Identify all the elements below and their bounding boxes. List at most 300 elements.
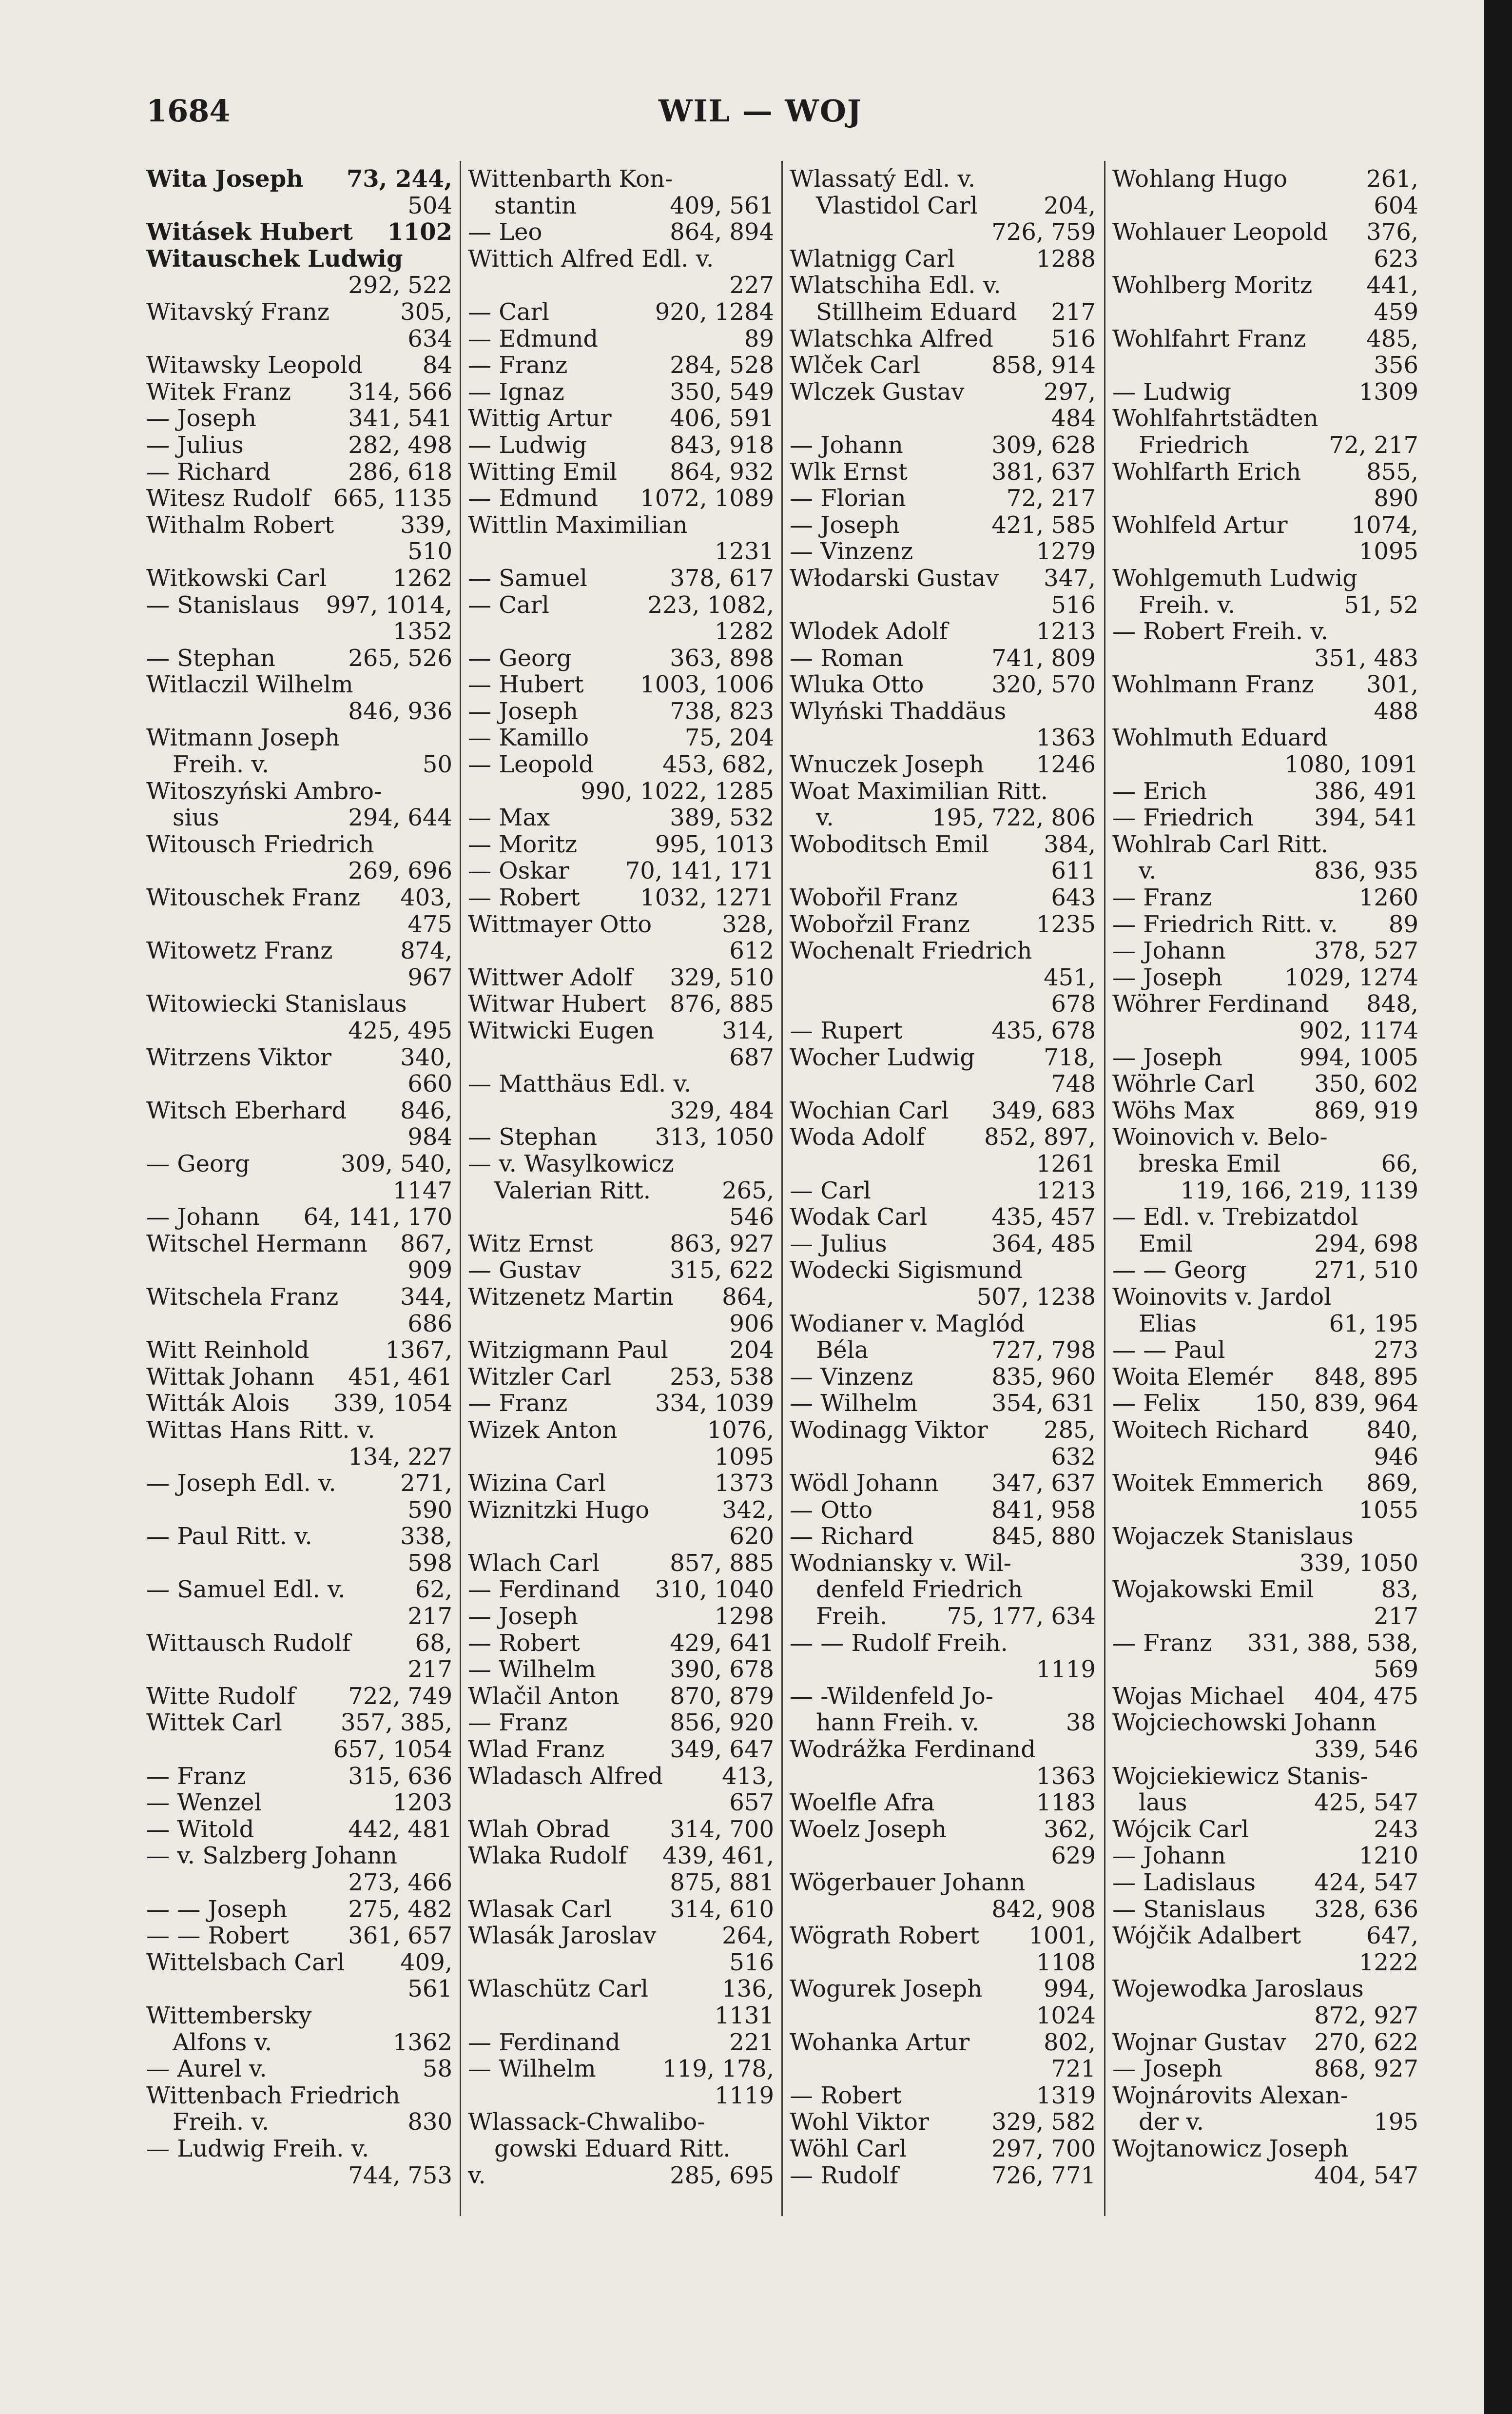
index-line — [468, 1789, 774, 1816]
entry-name: Friedrich — [1139, 431, 1249, 459]
entry-pages: 413, — [722, 1762, 774, 1790]
entry-pages: 1074, — [1351, 511, 1418, 539]
index-line — [790, 1124, 1096, 1151]
index-line — [146, 725, 452, 751]
entry-pages: 404, 547 — [1314, 2161, 1418, 2189]
index-line — [146, 1816, 452, 1843]
entry-name: Wojaczek Stanislaus — [1112, 1523, 1354, 1550]
entry-pages: 852, 897, — [984, 1123, 1096, 1151]
entry-pages: 292, 522 — [348, 272, 452, 299]
index-line — [1112, 1816, 1418, 1843]
entry-pages: 890 — [1374, 485, 1418, 512]
entry-name: Wiznitzki Hugo — [468, 1496, 650, 1524]
index-line — [790, 1683, 1096, 1710]
index-line — [790, 991, 1096, 1018]
entry-name: — — Joseph — [146, 1895, 288, 1923]
entry-name: — Franz — [468, 1390, 568, 1417]
entry-name: — Friedrich Ritt. v. — [1112, 910, 1338, 938]
entry-name: Witschel Hermann — [146, 1230, 368, 1257]
index-line — [146, 1550, 452, 1577]
entry-pages: 195 — [1374, 2108, 1418, 2136]
entry-pages: 510 — [407, 538, 452, 566]
entry-name: Woinovich v. Belo- — [1112, 1123, 1328, 1151]
entry-pages: 119, 166, 219, 1139 — [1180, 1177, 1418, 1204]
entry-name: Wojewodka Jaroslaus — [1112, 1975, 1364, 2003]
entry-pages: 634 — [407, 325, 452, 353]
entry-name: Wohlrab Carl Ritt. — [1112, 830, 1329, 858]
entry-name: — Franz — [1112, 1629, 1212, 1657]
index-line — [468, 725, 774, 751]
entry-name: — Rupert — [790, 1017, 903, 1044]
index-line — [790, 326, 1096, 353]
entry-pages: 38 — [1066, 1709, 1096, 1737]
entry-pages: 435, 678 — [991, 1017, 1096, 1044]
entry-pages: 872, 927 — [1314, 2002, 1418, 2029]
entry-pages: 356 — [1374, 352, 1418, 379]
entry-pages: 384, — [1044, 830, 1096, 858]
entry-name: — — Georg — [1112, 1256, 1247, 1284]
scan-edge — [1484, 0, 1512, 2414]
entry-name: denfeld Friedrich — [816, 1576, 1023, 1604]
entry-name: Wöhrer Ferdinand — [1112, 990, 1329, 1018]
entry-pages: 441, — [1366, 272, 1418, 299]
index-line — [146, 1656, 452, 1683]
entry-pages: 72, 217 — [1006, 485, 1096, 512]
entry-name: — Otto — [790, 1496, 873, 1524]
entry-pages: 310, 1040 — [655, 1576, 774, 1604]
entry-pages: 305, — [400, 298, 452, 326]
index-line — [146, 1683, 452, 1710]
entry-name: Witmann Joseph — [146, 724, 340, 752]
entry-pages: 328, — [722, 910, 774, 938]
entry-name: — Wilhelm — [468, 1656, 596, 1684]
entry-name: Wobořzil Franz — [790, 910, 970, 938]
index-line — [1112, 938, 1418, 964]
index-line — [468, 991, 774, 1018]
entry-pages: 265, 526 — [348, 644, 452, 672]
entry-pages: 846, 936 — [348, 697, 452, 725]
index-line — [468, 246, 774, 273]
entry-pages: 1029, 1274 — [1284, 963, 1418, 991]
entry-pages: 1261 — [1036, 1150, 1096, 1178]
entry-pages: 836, 935 — [1314, 857, 1418, 885]
entry-name: Witoszyński Ambro- — [146, 777, 382, 805]
entry-pages: 857, 885 — [670, 1549, 774, 1577]
index-line — [1112, 1417, 1418, 1444]
entry-name: — Johann — [1112, 937, 1226, 965]
index-line — [468, 1284, 774, 1311]
index-line — [146, 1390, 452, 1417]
index-line — [146, 831, 452, 858]
entry-pages: 217 — [407, 1656, 452, 1684]
index-line — [146, 618, 452, 645]
index-line — [790, 512, 1096, 539]
entry-name: Wittak Johann — [146, 1363, 314, 1391]
entry-name: Wögrath Robert — [790, 1922, 980, 1950]
index-line — [468, 1390, 774, 1417]
entry-name: Wodrážka Ferdinand — [790, 1736, 1036, 1764]
index-line — [146, 1444, 452, 1471]
entry-name: Witzigmann Paul — [468, 1336, 668, 1364]
entry-name: — Edmund — [468, 485, 599, 512]
entry-name: Wittich Alfred Edl. v. — [468, 245, 714, 273]
index-line — [790, 1709, 1096, 1736]
entry-name: Witek Franz — [146, 378, 291, 406]
index-line — [790, 671, 1096, 698]
entry-name: Woat Maximilian Ritt. — [790, 777, 1048, 805]
entry-pages: 1080, 1091 — [1284, 751, 1418, 779]
index-line — [1112, 1843, 1418, 1869]
entry-pages: 1076, — [707, 1416, 774, 1444]
entry-name: Wladasch Alfred — [468, 1762, 663, 1790]
entry-pages: 845, 880 — [991, 1523, 1096, 1550]
entry-name: Woda Adolf — [790, 1123, 925, 1151]
index-line — [790, 698, 1096, 725]
entry-pages: 863, 927 — [670, 1230, 774, 1257]
index-line — [790, 1151, 1096, 1178]
index-line — [1112, 1311, 1418, 1337]
entry-name: Witták Alois — [146, 1390, 290, 1417]
entry-name: — Robert — [468, 1629, 580, 1657]
index-line — [146, 778, 452, 805]
entry-name: — Vinzenz — [790, 1363, 913, 1391]
index-line — [1112, 2029, 1418, 2056]
index-line — [1112, 1603, 1418, 1630]
entry-name: — Franz — [468, 352, 568, 379]
entry-pages: 294, 644 — [348, 804, 452, 832]
entry-name: Valerian Ritt. — [494, 1177, 651, 1204]
index-line — [790, 1231, 1096, 1257]
index-line — [146, 698, 452, 725]
entry-name: Wlačil Anton — [468, 1682, 620, 1710]
index-line — [146, 1204, 452, 1231]
index-line — [468, 805, 774, 831]
entry-name: Wohlfarth Erich — [1112, 458, 1301, 486]
index-line — [146, 379, 452, 406]
index-line — [468, 2162, 774, 2189]
entry-pages: 217 — [407, 1603, 452, 1630]
entry-pages: 442, 481 — [348, 1815, 452, 1843]
entry-pages: 70, 141, 171 — [625, 857, 774, 885]
index-line — [468, 1949, 774, 1976]
entry-name: — Joseph — [1112, 963, 1223, 991]
index-line — [146, 671, 452, 698]
entry-pages: 643 — [1051, 884, 1096, 912]
entry-name: Wojnar Gustav — [1112, 2028, 1286, 2056]
entry-pages: 381, 637 — [991, 458, 1096, 486]
entry-pages: 727, 798 — [991, 1336, 1096, 1364]
entry-pages: 314, 566 — [348, 378, 452, 406]
index-column-1 — [146, 166, 452, 2189]
index-line — [146, 1497, 452, 1524]
entry-name: Wohlang Hugo — [1112, 165, 1288, 193]
index-line — [1112, 751, 1418, 778]
entry-pages: 1260 — [1358, 884, 1418, 912]
entry-name: — Leo — [468, 218, 543, 246]
entry-name: Witásek Hubert — [146, 218, 353, 246]
index-line — [790, 485, 1096, 512]
entry-pages: 840, — [1366, 1416, 1418, 1444]
index-line — [1112, 1736, 1418, 1763]
index-line — [146, 538, 452, 565]
index-line — [790, 884, 1096, 911]
entry-pages: 1024 — [1036, 2002, 1096, 2029]
entry-name: Wohlmann Franz — [1112, 671, 1314, 699]
entry-pages: 357, 385, — [340, 1709, 452, 1737]
entry-name: — Edl. v. Trebizatdol — [1112, 1203, 1358, 1231]
index-line — [468, 1364, 774, 1391]
entry-pages: 1213 — [1036, 1177, 1096, 1204]
entry-name: laus — [1139, 1789, 1187, 1817]
entry-name: — Ludwig — [1112, 378, 1231, 406]
entry-name: der v. — [1139, 2108, 1204, 2136]
entry-name: Wlatschka Alfred — [790, 325, 993, 353]
entry-pages: 1095 — [1358, 538, 1418, 566]
entry-name: Wodniansky v. Wil- — [790, 1549, 1011, 1577]
index-line — [790, 1337, 1096, 1364]
column-rule — [781, 161, 783, 2216]
index-line — [468, 751, 774, 778]
entry-name: Wohlgemuth Ludwig — [1112, 564, 1357, 592]
entry-name: — Wenzel — [146, 1789, 262, 1817]
index-line — [790, 1470, 1096, 1497]
entry-name: — Roman — [790, 644, 904, 672]
entry-name: — Oskar — [468, 857, 569, 885]
index-line — [1112, 1337, 1418, 1364]
entry-name: v. — [1139, 857, 1157, 885]
index-line — [468, 272, 774, 299]
index-line — [790, 1816, 1096, 1843]
index-line — [1112, 2162, 1418, 2189]
index-line — [1112, 1444, 1418, 1471]
index-line — [790, 2056, 1096, 2082]
entry-pages: 273, 466 — [348, 1869, 452, 1896]
entry-pages: 722, 749 — [348, 1682, 452, 1710]
index-line — [1112, 1550, 1418, 1577]
index-line — [1112, 1976, 1418, 2002]
entry-pages: 354, 631 — [991, 1390, 1096, 1417]
index-line — [468, 831, 774, 858]
entry-name: stantin — [494, 192, 577, 219]
index-line — [790, 1311, 1096, 1337]
entry-pages: 1282 — [714, 618, 774, 646]
entry-name: Wlah Obrad — [468, 1815, 610, 1843]
index-line — [468, 1257, 774, 1284]
entry-pages: 328, 636 — [1314, 1895, 1418, 1923]
index-line — [1112, 272, 1418, 299]
index-line — [790, 538, 1096, 565]
entry-name: — Vinzenz — [790, 538, 913, 566]
index-line — [1112, 1178, 1418, 1204]
index-line — [790, 1763, 1096, 1790]
index-line — [1112, 219, 1418, 246]
entry-name: Wlk Ernst — [790, 458, 908, 486]
index-line — [146, 2082, 452, 2109]
entry-name: v. — [816, 804, 834, 832]
entry-pages: 270, 622 — [1314, 2028, 1418, 2056]
entry-name: — Ludwig — [468, 431, 587, 459]
entry-pages: 906 — [729, 1310, 774, 1337]
index-line — [1112, 725, 1418, 751]
entry-pages: 869, — [1366, 1470, 1418, 1497]
index-line — [146, 2056, 452, 2082]
entry-pages: 516 — [1051, 325, 1096, 353]
index-line — [146, 352, 452, 379]
entry-name: — Matthäus Edl. v. — [468, 1070, 692, 1098]
entry-name: — Franz — [1112, 884, 1212, 912]
entry-pages: 409, 561 — [670, 192, 774, 219]
index-line — [146, 1949, 452, 1976]
entry-name: — Joseph — [1112, 2055, 1223, 2083]
entry-name: Witte Rudolf — [146, 1682, 295, 1710]
entry-name: Elias — [1139, 1310, 1197, 1337]
entry-pages: 331, 388, 538, — [1247, 1629, 1418, 1657]
entry-pages: 990, 1022, 1285 — [581, 777, 774, 805]
entry-name: — Stanislaus — [1112, 1895, 1266, 1923]
index-line — [468, 671, 774, 698]
entry-name: — Stanislaus — [146, 591, 300, 619]
index-line — [468, 1976, 774, 2002]
entry-pages: 657 — [729, 1789, 774, 1817]
index-line — [790, 1284, 1096, 1311]
index-line — [468, 645, 774, 672]
index-line — [1112, 618, 1418, 645]
index-line — [1112, 698, 1418, 725]
entry-pages: 223, 1082, — [647, 591, 774, 619]
entry-name: Wlodek Adolf — [790, 618, 948, 646]
index-line — [790, 1949, 1096, 1976]
entry-pages: 349, 647 — [670, 1736, 774, 1764]
entry-pages: 994, 1005 — [1299, 1043, 1418, 1071]
entry-name: Wnuczek Joseph — [790, 751, 984, 779]
entry-pages: 869, 919 — [1314, 1097, 1418, 1124]
index-line — [790, 1656, 1096, 1683]
entry-pages: 835, 960 — [991, 1363, 1096, 1391]
entry-pages: 261, — [1366, 165, 1418, 193]
index-line — [468, 538, 774, 565]
entry-name: — Ladislaus — [1112, 1869, 1256, 1896]
index-line — [790, 2002, 1096, 2029]
index-line — [468, 1018, 774, 1044]
entry-pages: 598 — [407, 1549, 452, 1577]
index-line — [1112, 565, 1418, 592]
entry-pages: 351, 483 — [1314, 644, 1418, 672]
index-line — [146, 884, 452, 911]
entry-name: Wochenalt Friedrich — [790, 937, 1032, 965]
index-line — [1112, 1124, 1418, 1151]
entry-pages: 435, 457 — [991, 1203, 1096, 1231]
entry-name: — Robert Freih. v. — [1112, 618, 1329, 646]
entry-name: — Joseph Edl. v. — [146, 1470, 336, 1497]
entry-pages: 569 — [1374, 1656, 1418, 1684]
entry-pages: 378, 617 — [670, 564, 774, 592]
entry-pages: 867, — [400, 1230, 452, 1257]
index-line — [1112, 1071, 1418, 1098]
entry-name: Wittwer Adolf — [468, 963, 633, 991]
entry-pages: 66, — [1381, 1150, 1418, 1178]
entry-pages: 744, 753 — [348, 2161, 452, 2189]
entry-pages: 89 — [744, 325, 774, 353]
entry-pages: 339, 546 — [1314, 1736, 1418, 1764]
index-line — [146, 1789, 452, 1816]
entry-pages: 338, — [400, 1523, 452, 1550]
entry-name: Włodarski Gustav — [790, 564, 999, 592]
index-line — [468, 193, 774, 219]
entry-pages: 134, 227 — [348, 1443, 452, 1471]
entry-pages: 315, 622 — [670, 1256, 774, 1284]
index-line — [1112, 326, 1418, 353]
entry-name: Wittausch Rudolf — [146, 1629, 351, 1657]
entry-name: — Moritz — [468, 830, 578, 858]
index-line — [1112, 1231, 1418, 1257]
entry-pages: 75, 177, 634 — [947, 1603, 1096, 1630]
entry-pages: 611 — [1051, 857, 1096, 885]
index-line — [146, 512, 452, 539]
entry-name: Wluka Otto — [790, 671, 924, 699]
entry-pages: 243 — [1374, 1815, 1418, 1843]
entry-name: Wodianer v. Maglód — [790, 1310, 1025, 1337]
entry-name: Wojakowski Emil — [1112, 1576, 1314, 1604]
entry-name: — Felix — [1112, 1390, 1201, 1417]
entry-pages: 726, 759 — [991, 218, 1096, 246]
index-line — [1112, 2136, 1418, 2162]
index-line — [468, 219, 774, 246]
entry-pages: 50 — [422, 751, 452, 779]
entry-name: Freih. v. — [173, 751, 270, 779]
index-line — [790, 379, 1096, 406]
entry-pages: 309, 628 — [991, 431, 1096, 459]
index-line — [146, 1284, 452, 1311]
index-line — [790, 1923, 1096, 1949]
entry-pages: 484 — [1051, 405, 1096, 432]
entry-pages: 459 — [1374, 298, 1418, 326]
entry-pages: 1235 — [1036, 910, 1096, 938]
entry-name: — Leopold — [468, 751, 594, 779]
index-line — [1112, 1390, 1418, 1417]
entry-pages: 1288 — [1036, 245, 1096, 273]
index-line — [1112, 1949, 1418, 1976]
entry-name: Wodinagg Viktor — [790, 1416, 988, 1444]
entry-name: — Samuel Edl. v. — [146, 1576, 346, 1604]
entry-pages: 623 — [1374, 245, 1418, 273]
entry-pages: 309, 540, — [340, 1150, 452, 1178]
index-line — [1112, 166, 1418, 193]
entry-pages: 629 — [1051, 1842, 1096, 1870]
index-line — [790, 618, 1096, 645]
index-line — [1112, 645, 1418, 672]
entry-name: sius — [173, 804, 219, 832]
index-line — [146, 805, 452, 831]
index-line — [790, 592, 1096, 619]
index-line — [468, 1603, 774, 1630]
index-line — [1112, 1523, 1418, 1550]
entry-name: — Georg — [146, 1150, 250, 1178]
entry-name: — Ludwig Freih. v. — [146, 2135, 369, 2162]
entry-pages: 83, — [1381, 1576, 1418, 1604]
entry-name: Wittlin Maximilian — [468, 511, 688, 539]
index-line — [790, 1603, 1096, 1630]
index-line — [146, 1044, 452, 1071]
index-line — [146, 1709, 452, 1736]
entry-name: — Aurel v. — [146, 2055, 267, 2083]
index-line — [468, 1630, 774, 1657]
entry-name: — — Rudolf Freih. — [790, 1629, 1008, 1657]
entry-pages: 329, 484 — [670, 1097, 774, 1124]
entry-name: Wlatschiha Edl. v. — [790, 272, 1001, 299]
index-line — [1112, 2109, 1418, 2136]
index-line — [1112, 1923, 1418, 1949]
index-line — [468, 1071, 774, 1098]
